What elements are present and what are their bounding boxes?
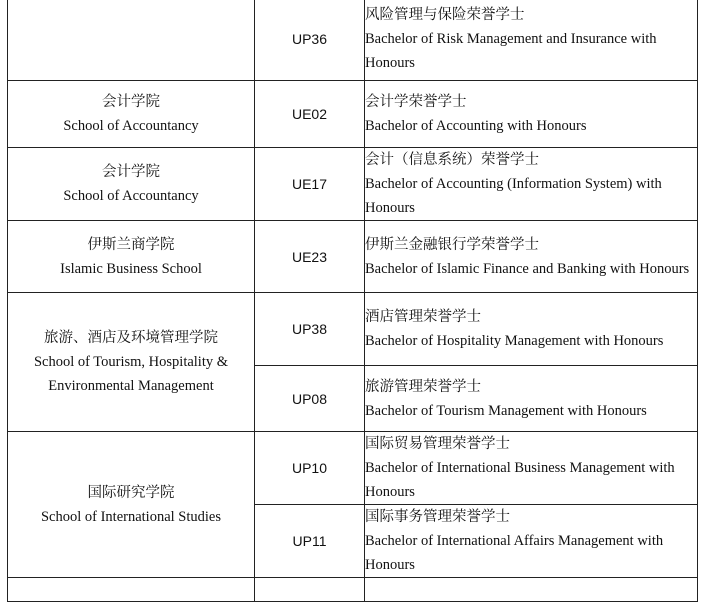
program-code: UP08 xyxy=(255,366,365,432)
program-name-en: Bachelor of Accounting with Honours xyxy=(365,118,587,134)
program-code: UE17 xyxy=(255,148,365,221)
table-row xyxy=(8,221,698,293)
program-name-en: Bachelor of International Affairs Management with Honours xyxy=(365,533,664,573)
program-name-en: Bachelor of International Business Management with Honours xyxy=(365,460,675,500)
school-cell xyxy=(8,148,255,221)
school-name-en: School of Accountancy xyxy=(63,118,199,134)
school-cell xyxy=(8,578,255,602)
program-cell xyxy=(365,578,698,602)
program-cell xyxy=(365,366,698,432)
program-cell xyxy=(365,148,698,221)
school-cell xyxy=(8,293,255,432)
table-row xyxy=(8,432,698,505)
program-cell xyxy=(365,0,698,81)
program-name-en: Bachelor of Risk Management and Insurance with Honours xyxy=(365,31,657,71)
program-cell xyxy=(365,81,698,148)
program-name-cn: 会计（信息系统）荣誉学士 xyxy=(365,152,539,168)
program-code xyxy=(255,578,365,602)
program-code: UP11 xyxy=(255,505,365,578)
program-name-en: Bachelor of Islamic Finance and Banking with Honours xyxy=(365,260,690,277)
school-cell xyxy=(8,0,255,81)
program-name-en: Bachelor of Hospitality Management with Honours xyxy=(365,333,664,349)
school-name-en: School of Tourism, Hospitality & Environmental Management xyxy=(33,354,229,394)
school-cell xyxy=(8,221,255,293)
program-name-en: Bachelor of Accounting (Information System) with Honours xyxy=(365,176,662,216)
program-name-cn: 伊斯兰金融银行学荣誉学士 xyxy=(365,236,539,253)
program-name-cn: 会计学荣誉学士 xyxy=(365,94,467,110)
table-row xyxy=(8,578,698,602)
program-cell xyxy=(365,432,698,505)
school-name-cn: 会计学院 xyxy=(102,164,160,180)
program-name-cn: 风险管理与保险荣誉学士 xyxy=(365,7,525,23)
program-cell xyxy=(365,505,698,578)
program-code: UP10 xyxy=(255,432,365,505)
program-name-cn: 酒店管理荣誉学士 xyxy=(365,309,481,325)
table-row xyxy=(8,293,698,366)
table-row xyxy=(8,81,698,148)
table-row xyxy=(8,0,698,81)
school-cell xyxy=(8,432,255,578)
table-row xyxy=(8,148,698,221)
program-name-cn: 国际贸易管理荣誉学士 xyxy=(365,436,510,452)
program-cell xyxy=(365,293,698,366)
program-name-cn: 国际事务管理荣誉学士 xyxy=(365,509,510,525)
school-name-cn: 旅游、酒店及环境管理学院 xyxy=(44,330,218,346)
school-cell xyxy=(8,81,255,148)
school-name-cn: 伊斯兰商学院 xyxy=(87,236,175,253)
school-name-en: School of International Studies xyxy=(40,508,221,525)
school-name-cn: 国际研究学院 xyxy=(87,484,175,501)
program-name-en: Bachelor of Tourism Management with Honours xyxy=(365,402,647,419)
program-name-cn: 旅游管理荣誉学士 xyxy=(365,378,481,395)
program-code: UE02 xyxy=(255,81,365,148)
program-code: UE23 xyxy=(255,221,365,293)
program-cell xyxy=(365,221,698,293)
school-name-cn: 会计学院 xyxy=(102,94,160,110)
program-table xyxy=(7,0,698,602)
school-name-en: School of Accountancy xyxy=(63,188,199,204)
school-name-en: Islamic Business School xyxy=(60,260,202,277)
program-code: UP36 xyxy=(255,0,365,81)
program-code: UP38 xyxy=(255,293,365,366)
